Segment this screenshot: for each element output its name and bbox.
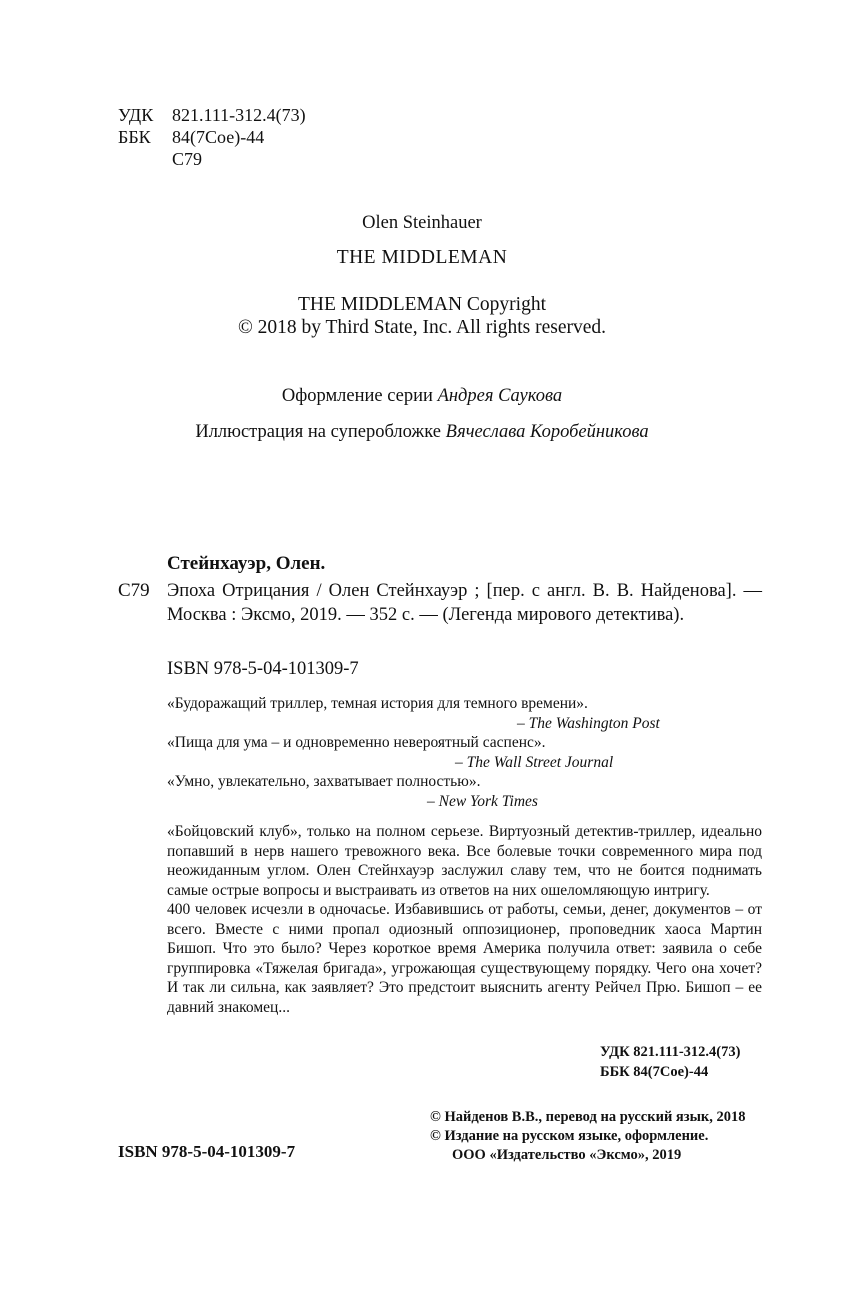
quote-text: «Умно, увлекательно, захватывает полностью». <box>167 773 481 790</box>
biblio-heading: Стейнхауэр, Олен. <box>167 553 326 574</box>
annotation-paragraph: 400 человек исчезли в одночасье. Избавившись от работы, семьи, денег, документов – от всего. Вместе с ними пропал одиозный оппозиционер, проповедник хаоса Мартин Бишоп. Что это было? Через короткое время Америка получила ответ: заявила о себе группировка «Тяжелая бригада», угрожающая существующему порядку. Чего она хочет? И так ли сильна, как заявляет? Это предстоит выяснить агенту Рейчел Прю. Бишоп – ее давний знакомец... <box>167 901 762 1016</box>
edition-copyright: © Издание на русском языке, оформление. <box>430 1128 709 1144</box>
quote-source: – The Wall Street Journal <box>455 753 614 771</box>
original-author: Olen Steinhauer <box>362 213 482 233</box>
quote-text: «Будоражащий триллер, темная история для темного времени». <box>167 695 588 712</box>
classification-codes <box>118 104 306 170</box>
cover-name: Вячеслава Коробейникова <box>445 422 649 442</box>
series-name: Андрея Саукова <box>437 386 563 406</box>
author-mark: С79 <box>172 149 203 169</box>
bbk-label: ББК <box>118 127 151 147</box>
footer-isbn: ISBN 978-5-04-101309-7 <box>118 1142 296 1161</box>
biblio-isbn: ISBN 978-5-04-101309-7 <box>167 659 359 679</box>
copyright-line-1: THE MIDDLEMAN Copyright <box>297 294 547 315</box>
biblio-description: Эпоха Отрицания / Олен Стейнхауэр ; [пер. с англ. В. В. Найденова]. — Москва : Эксмо, 2019. — 352 с. — (Легенда мирового детектива). <box>167 581 762 625</box>
annotation-paragraph: «Бойцовский клуб», только на полном серьезе. Виртуозный детектив-триллер, идеально попавший в нерв нашего тревожного века. Все болевые точки современного мира под неожиданным углом. Олен Стейнхауэр заслужил славу тем, что не боится поднимать самые острые вопросы и выстраивать из ответов на них ошеломляющую интригу. <box>167 823 762 899</box>
cover-illustration-credit <box>0 422 844 443</box>
quote-text: «Пища для ума – и одновременно невероятный саспенс». <box>167 734 546 751</box>
publisher-copyright: ООО «Издательство «Эксмо», 2019 <box>452 1147 682 1163</box>
copyright-notices <box>430 1108 746 1165</box>
udk-label: УДК <box>118 105 154 125</box>
copyright-line-2: © 2018 by Third State, Inc. All rights reserved. <box>237 317 607 338</box>
footer-bbk: ББК 84(7Сое)-44 <box>600 1064 709 1080</box>
footer-udk: УДК 821.111-312.4(73) <box>600 1044 741 1060</box>
bbk-value: 84(7Сое)-44 <box>172 127 265 147</box>
udk-value: 821.111-312.4(73) <box>172 105 306 125</box>
series-label: Оформление серии <box>281 386 433 406</box>
press-quotes <box>167 694 762 811</box>
biblio-code: С79 <box>118 580 150 601</box>
quote-source: – The Washington Post <box>517 714 660 732</box>
footer-codes <box>600 1042 740 1082</box>
series-design-credit <box>0 386 844 407</box>
original-title: THE MIDDLEMAN <box>336 247 508 268</box>
translation-copyright: © Найденов В.В., перевод на русский язык, 2018 <box>430 1109 746 1125</box>
quote-source: – New York Times <box>427 792 538 810</box>
annotation <box>167 822 762 1017</box>
cover-label: Иллюстрация на суперобложке <box>195 422 441 442</box>
